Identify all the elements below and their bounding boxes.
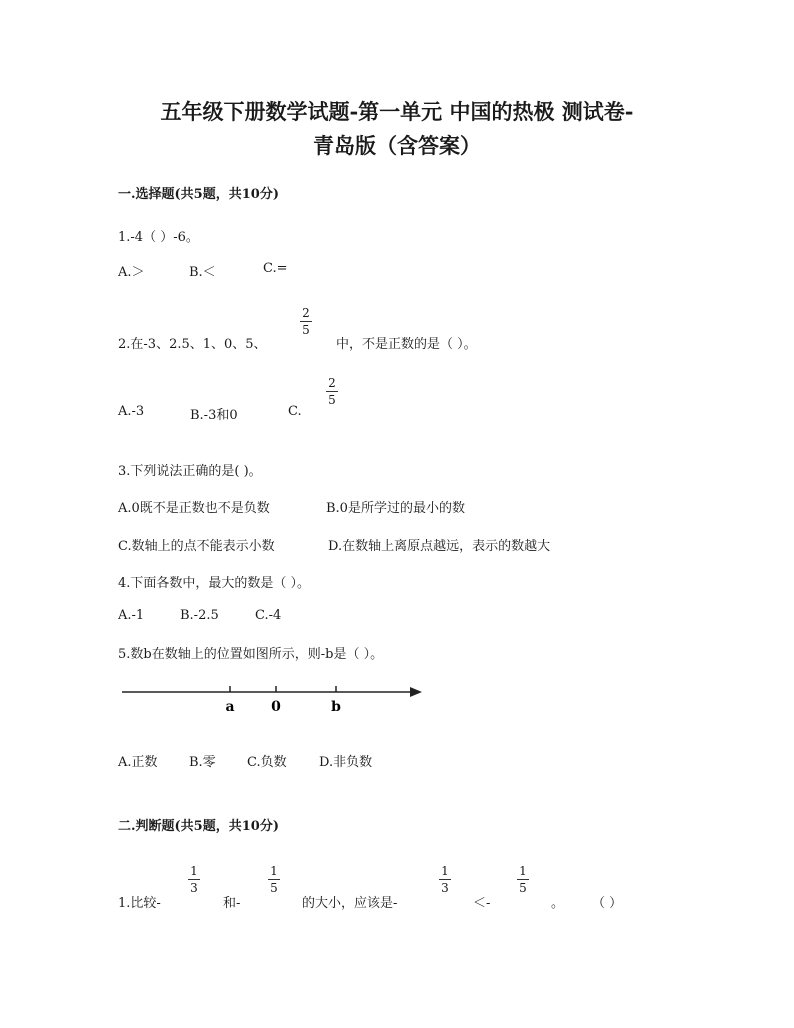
fraction-numerator: 1 — [190, 864, 198, 878]
fraction-bar — [326, 391, 338, 392]
section2-heading: 二.判断题(共5题，共10分) — [118, 819, 279, 834]
fraction-denominator: 5 — [270, 881, 278, 895]
fraction-bar — [188, 879, 200, 880]
fraction-bar — [517, 879, 529, 880]
s2-q1-end: 。 — [551, 896, 565, 911]
q3-option-c: C.数轴上的点不能表示小数 — [118, 539, 275, 554]
s2-q1-fraction-2 — [266, 864, 282, 895]
q2-stem-fraction — [298, 306, 314, 337]
s2-q1-prefix: 1.比较- — [118, 896, 161, 911]
q3-stem: 3.下列说法正确的是( )。 — [118, 464, 262, 479]
q4-option-a: A.-1 — [118, 608, 145, 623]
q4-stem: 4.下面各数中，最大的数是（ ）。 — [118, 576, 311, 591]
q5-option-c: C.负数 — [247, 755, 287, 770]
q5-option-a: A.正数 — [118, 755, 158, 770]
q1-option-b: B.＜ — [189, 265, 216, 280]
number-line-arrow — [410, 687, 422, 697]
fraction-bar — [300, 321, 312, 322]
fraction-denominator: 3 — [441, 881, 449, 895]
page-title-line2: 青岛版（含答案） — [313, 133, 481, 158]
q3-option-a: A.0既不是正数也不是负数 — [118, 501, 270, 516]
page-title-line1: 五年级下册数学试题-第一单元 中国的热极 测试卷- — [160, 99, 634, 124]
fraction-numerator: 1 — [270, 864, 278, 878]
q2-stem-suffix: 中，不是正数的是（ ）。 — [336, 337, 477, 352]
s2-q1-fraction-3 — [437, 864, 453, 895]
label-zero: 0 — [271, 699, 281, 715]
q1-option-c: C.= — [263, 261, 288, 276]
fraction-bar — [268, 879, 280, 880]
q3-option-d: D.在数轴上离原点越远，表示的数越大 — [328, 539, 551, 554]
s2-q1-middle: 的大小，应该是- — [302, 896, 398, 911]
label-b: b — [331, 699, 341, 715]
q2-option-b: B.-3和0 — [190, 408, 238, 423]
s2-q1-answer-paren: （ ） — [592, 896, 623, 911]
fraction-numerator: 1 — [519, 864, 527, 878]
q1-stem: 1.-4（ ）-6。 — [118, 230, 199, 245]
q2-option-c-fraction — [324, 376, 340, 407]
q5-option-d: D.非负数 — [319, 755, 373, 770]
s2-q1-fraction-1 — [186, 864, 202, 895]
q1-option-a: A.＞ — [118, 265, 145, 280]
q5-option-b: B.零 — [189, 755, 216, 770]
q5-stem: 5.数b在数轴上的位置如图所示，则-b是（ ）。 — [118, 647, 384, 662]
q2-option-c: C. — [288, 404, 302, 419]
fraction-denominator: 5 — [302, 323, 310, 337]
s2-q1-less-than: ＜- — [473, 896, 491, 911]
q4-option-c: C.-4 — [255, 608, 282, 623]
q3-option-b: B.0是所学过的最小的数 — [326, 501, 465, 516]
fraction-numerator: 2 — [328, 376, 336, 390]
fraction-denominator: 5 — [519, 881, 527, 895]
q2-stem-prefix: 2.在-3、2.5、1、0、5、 — [118, 337, 267, 352]
fraction-bar — [439, 879, 451, 880]
section1-heading: 一.选择题(共5题，共10分) — [118, 187, 279, 202]
fraction-denominator: 5 — [328, 393, 336, 407]
fraction-numerator: 1 — [441, 864, 449, 878]
q4-option-b: B.-2.5 — [180, 608, 219, 623]
s2-q1-fraction-4 — [515, 864, 531, 895]
q2-option-a: A.-3 — [118, 404, 145, 419]
number-line-figure — [118, 680, 428, 720]
fraction-numerator: 2 — [302, 306, 310, 320]
fraction-denominator: 3 — [190, 881, 198, 895]
s2-q1-and: 和- — [223, 896, 241, 911]
label-a: a — [225, 699, 235, 715]
